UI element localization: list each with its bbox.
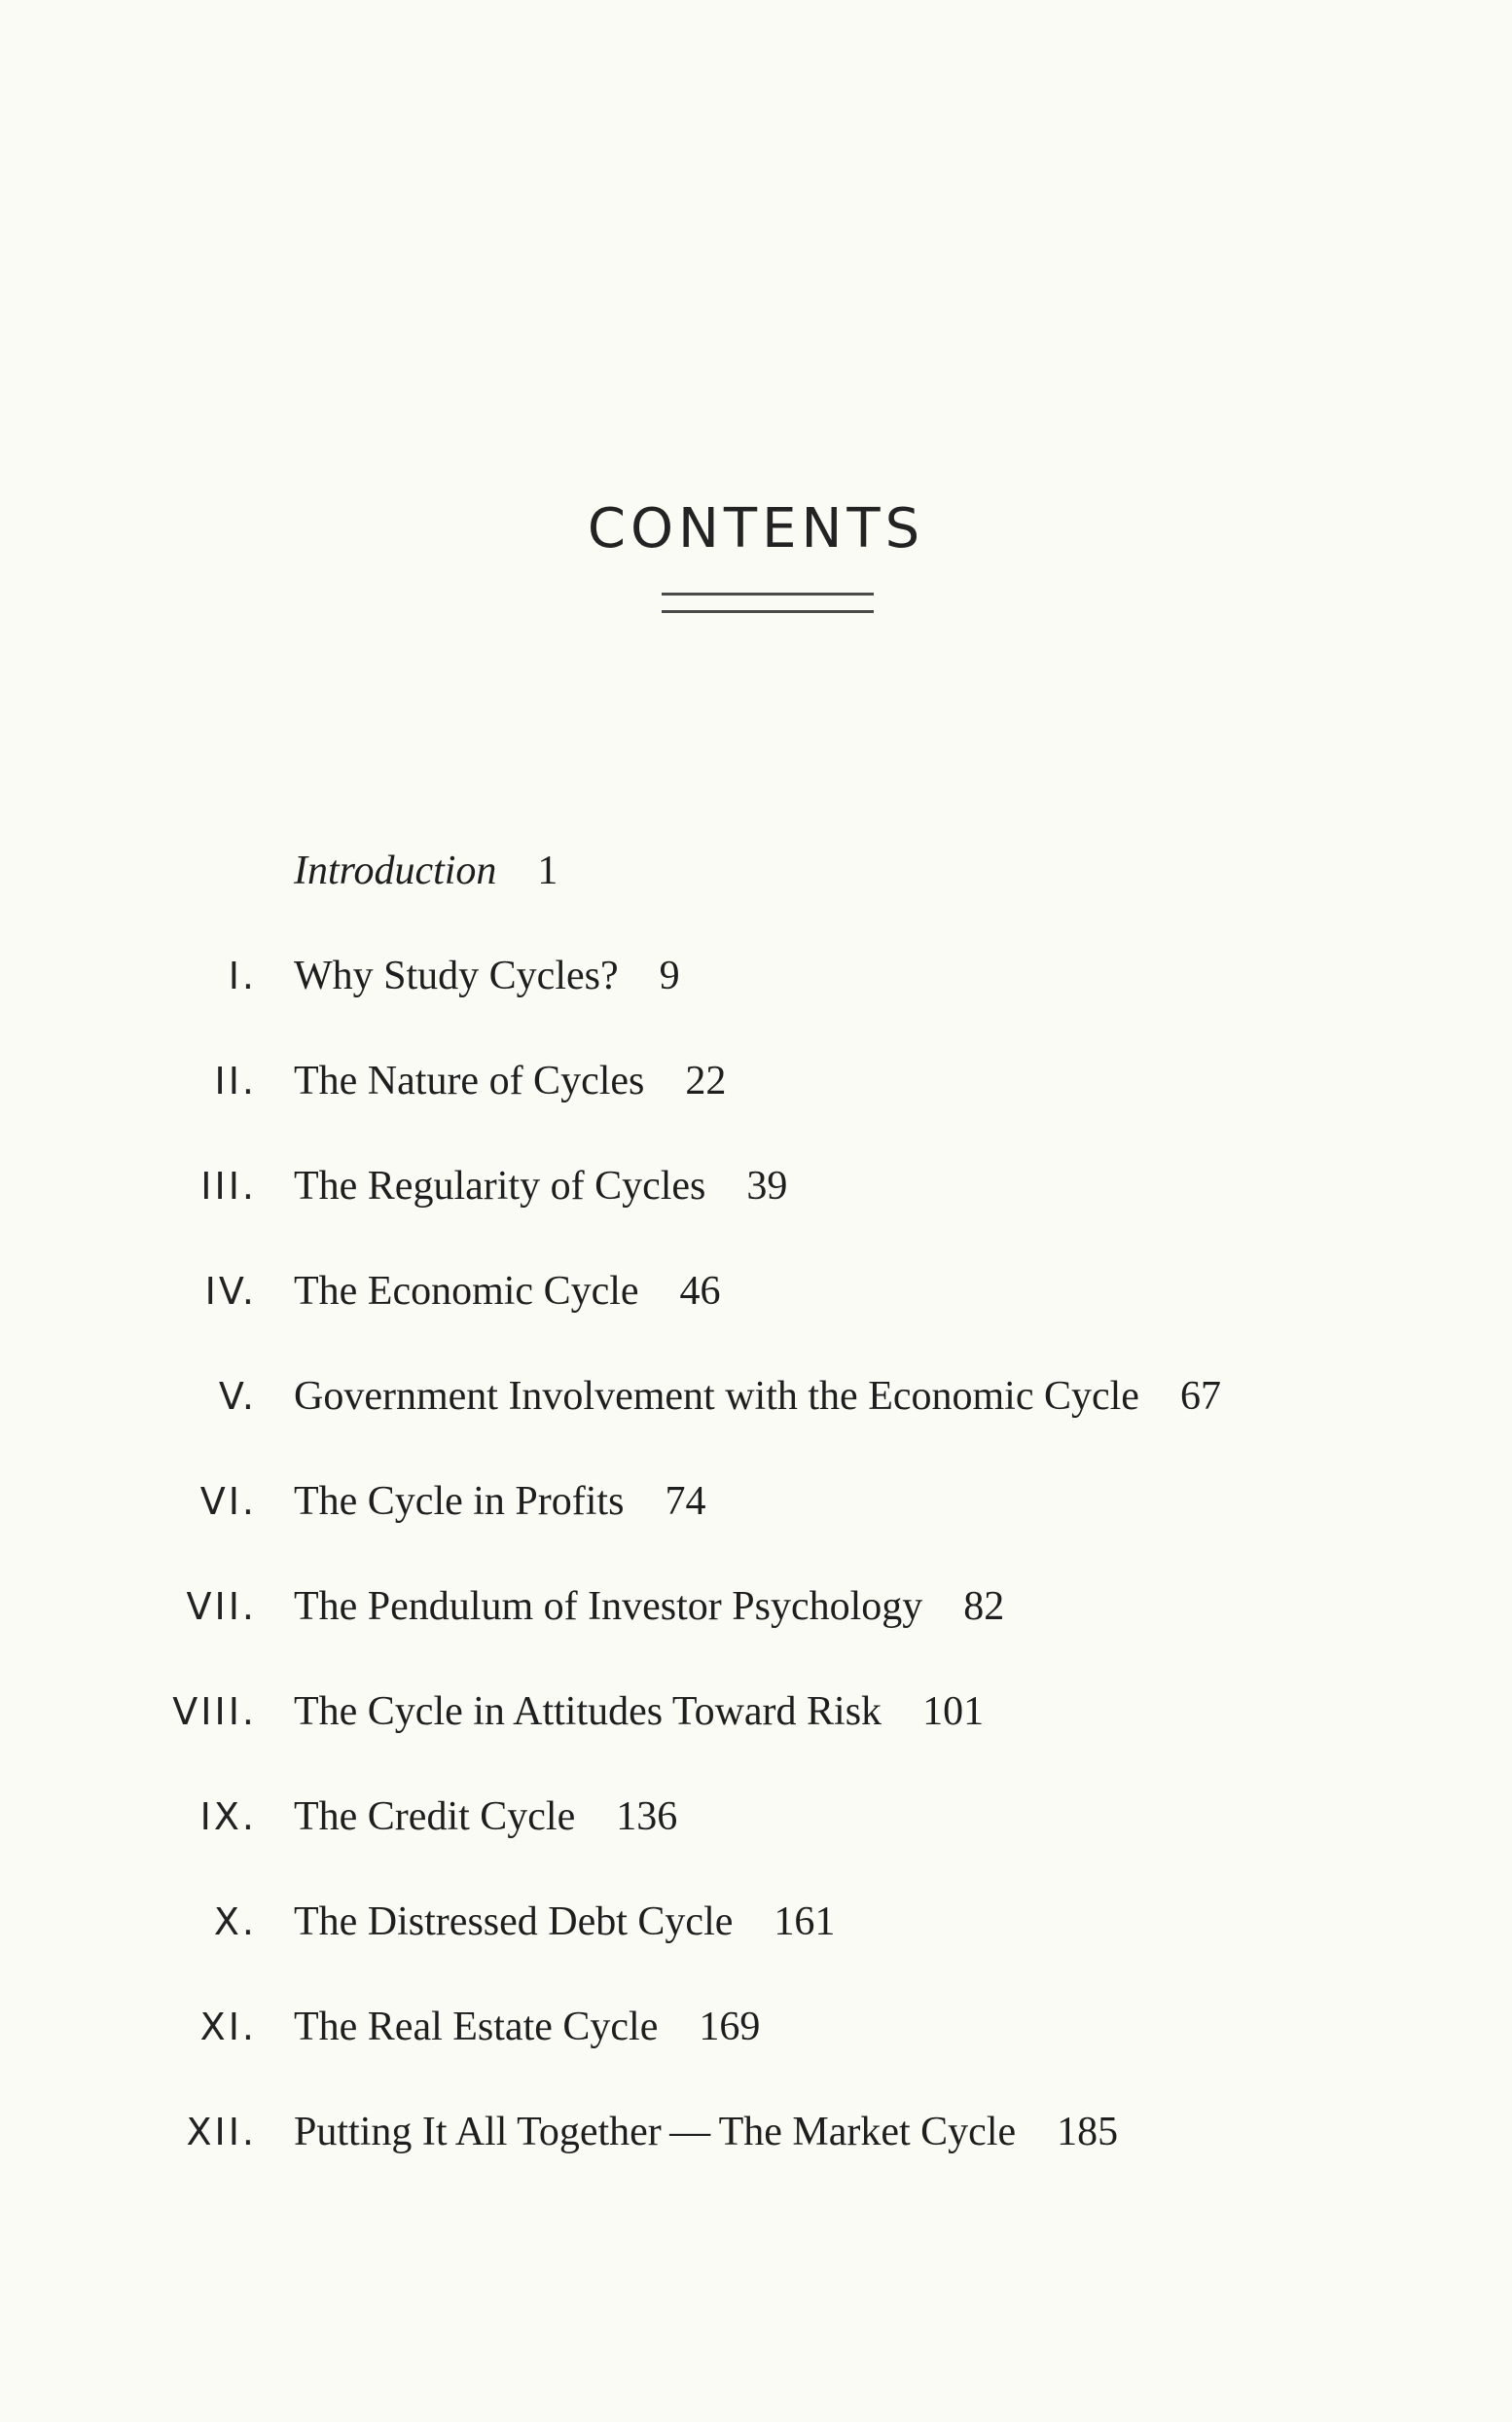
toc-entry-title-text: The Cycle in Attitudes Toward Risk bbox=[294, 1689, 882, 1734]
toc-entry-page: 67 bbox=[1179, 1374, 1221, 1419]
toc-entry-chapter-6 bbox=[0, 1467, 1512, 1536]
toc-entry-page: 1 bbox=[537, 849, 558, 893]
toc-entry-page: 82 bbox=[963, 1584, 1005, 1629]
toc-entry-title bbox=[294, 1678, 984, 1746]
toc-entry-page: 136 bbox=[616, 1794, 678, 1839]
toc-entry-number: VI. bbox=[199, 1480, 257, 1523]
toc-entry-page: 46 bbox=[679, 1269, 721, 1314]
toc-entry-number: V. bbox=[218, 1375, 257, 1418]
toc-entry-title-text: Government Involvement with the Economic Cycle bbox=[294, 1374, 1139, 1419]
toc-entry-title bbox=[294, 942, 680, 1010]
toc-entry-number: II. bbox=[214, 1060, 257, 1103]
toc-entry-title bbox=[294, 1993, 760, 2061]
toc-entry-introduction bbox=[0, 837, 1512, 905]
toc-entry-chapter-7 bbox=[0, 1572, 1512, 1641]
toc-entry-chapter-3 bbox=[0, 1152, 1512, 1220]
toc-entry-page: 9 bbox=[659, 954, 680, 998]
toc-entry-title-text: Putting It All Together — The Market Cycle bbox=[294, 2110, 1017, 2154]
toc-entry-title bbox=[294, 1047, 726, 1115]
toc-entry-title bbox=[294, 1152, 787, 1220]
toc-entry-title bbox=[294, 2098, 1118, 2166]
toc-entry-page: 74 bbox=[665, 1479, 706, 1524]
toc-entry-title bbox=[294, 1572, 1004, 1641]
toc-entry-title-text: The Cycle in Profits bbox=[294, 1479, 625, 1524]
toc-entry-title bbox=[294, 1467, 705, 1536]
toc-entry-number: XII. bbox=[186, 2111, 257, 2153]
toc-entry-title bbox=[294, 1362, 1221, 1430]
toc-entry-number: III. bbox=[200, 1165, 257, 1208]
toc-entry-title bbox=[294, 1783, 677, 1851]
toc-entry-title-text: The Distressed Debt Cycle bbox=[294, 1899, 734, 1944]
toc-entry-title-text: The Real Estate Cycle bbox=[294, 2005, 659, 2049]
toc-entry-chapter-8 bbox=[0, 1678, 1512, 1746]
toc-entry-number: IX. bbox=[199, 1795, 257, 1838]
toc-entry-title-text: Introduction bbox=[294, 849, 497, 893]
toc-entry-title-text: The Nature of Cycles bbox=[294, 1059, 645, 1103]
toc-entry-number: XI. bbox=[199, 2006, 257, 2048]
toc-entry-chapter-10 bbox=[0, 1888, 1512, 1956]
toc-entry-number: I. bbox=[228, 955, 257, 997]
heading-rule-bottom bbox=[662, 610, 874, 613]
toc-entry-title-text: The Economic Cycle bbox=[294, 1269, 639, 1314]
toc-entry-chapter-4 bbox=[0, 1257, 1512, 1325]
toc-entry-chapter-1 bbox=[0, 942, 1512, 1010]
toc-entry-title-text: The Pendulum of Investor Psychology bbox=[294, 1584, 923, 1629]
toc-entry-title-text: The Credit Cycle bbox=[294, 1794, 576, 1839]
toc-entry-page: 169 bbox=[699, 2005, 761, 2049]
toc-entry-number: VIII. bbox=[172, 1690, 257, 1733]
toc-entry-chapter-5 bbox=[0, 1362, 1512, 1430]
contents-heading: CONTENTS bbox=[587, 497, 925, 560]
toc-entry-page: 101 bbox=[922, 1689, 985, 1734]
toc-entry-title bbox=[294, 837, 558, 905]
toc-entry-title-text: Why Study Cycles? bbox=[294, 954, 619, 998]
toc-entry-page: 161 bbox=[774, 1899, 836, 1944]
toc-entry-title-text: The Regularity of Cycles bbox=[294, 1164, 706, 1209]
toc-entry-chapter-9 bbox=[0, 1783, 1512, 1851]
toc-entry-page: 22 bbox=[685, 1059, 727, 1103]
toc-entry-chapter-2 bbox=[0, 1047, 1512, 1115]
toc-entry-title bbox=[294, 1257, 721, 1325]
toc-entry-title bbox=[294, 1888, 835, 1956]
toc-entry-number: VII. bbox=[186, 1585, 257, 1628]
heading-rule-top bbox=[662, 593, 874, 596]
toc-entry-page: 185 bbox=[1057, 2110, 1119, 2154]
toc-entry-number: X. bbox=[213, 1900, 257, 1943]
toc-entry-page: 39 bbox=[746, 1164, 788, 1209]
toc-entry-chapter-12 bbox=[0, 2098, 1512, 2166]
toc-entry-number: IV. bbox=[204, 1270, 257, 1313]
toc-entry-chapter-11 bbox=[0, 1993, 1512, 2061]
